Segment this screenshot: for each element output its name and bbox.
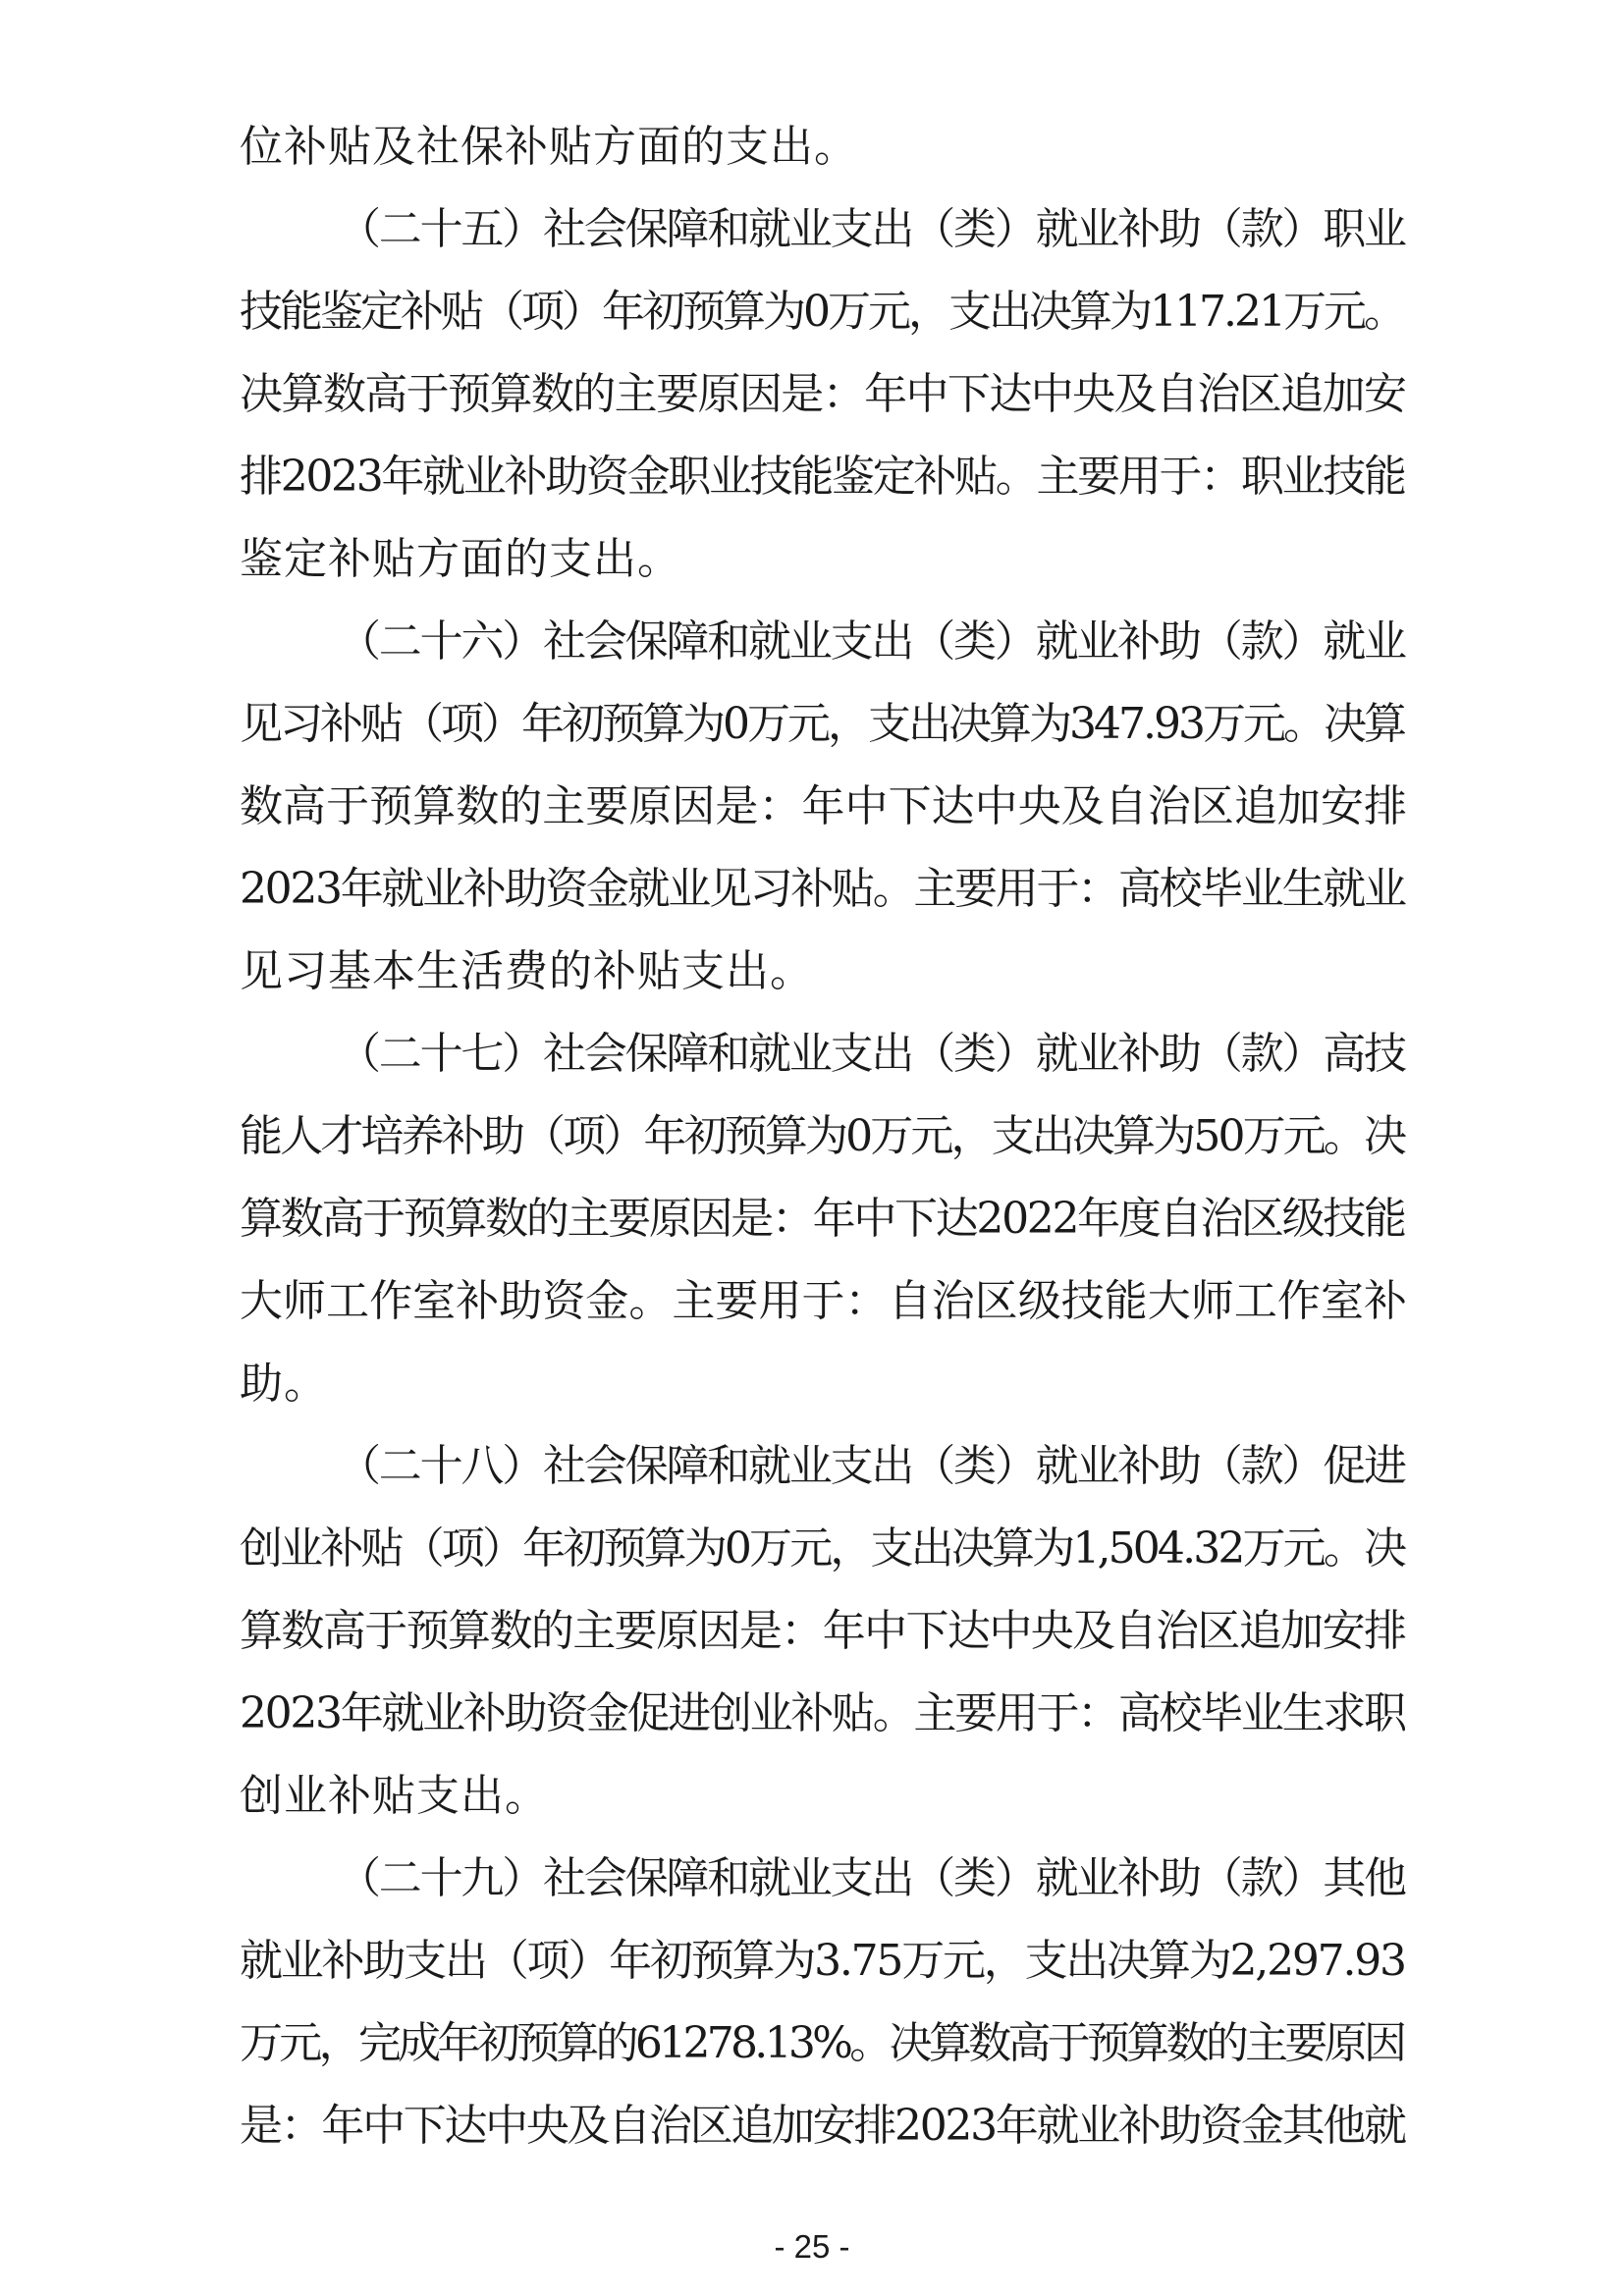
paragraph-first-line: （二十九）社会保障和就业支出（类）就业补助（款）其他 xyxy=(338,1853,1405,1903)
paragraph-line: 是：年中下达中央及自治区追加安排2023年就业补助资金其他就 xyxy=(240,2101,1405,2151)
paragraph-line: 2023年就业补助资金就业见习补贴。主要用于：高校毕业生就业 xyxy=(240,864,1405,914)
paragraph-line: 2023年就业补助资金促进创业补贴。主要用于：高校毕业生求职 xyxy=(240,1688,1405,1738)
paragraph-line: 数高于预算数的主要原因是：年中下达中央及自治区追加安排 xyxy=(240,781,1408,831)
paragraph-line: 见习补贴（项）年初预算为0万元，支出决算为347.93万元。决算 xyxy=(240,699,1404,749)
document-body xyxy=(240,106,1408,2167)
paragraph-line: 技能鉴定补贴（项）年初预算为0万元，支出决算为117.21万元。 xyxy=(240,287,1404,337)
paragraph-line: 位补贴及社保补贴方面的支出。 xyxy=(240,122,858,172)
paragraph-line: 万元，完成年初预算的61278.13%。决算数高于预算数的主要原因 xyxy=(240,2018,1404,2068)
paragraph-line: 创业补贴（项）年初预算为0万元，支出决算为1,504.32万元。决 xyxy=(240,1523,1405,1574)
paragraph-first-line: （二十五）社会保障和就业支出（类）就业补助（款）职业 xyxy=(338,204,1405,254)
paragraph-first-line: （二十六）社会保障和就业支出（类）就业补助（款）就业 xyxy=(338,616,1405,667)
paragraph-line: 鉴定补贴方面的支出。 xyxy=(240,534,681,584)
paragraph-first-line: （二十七）社会保障和就业支出（类）就业补助（款）高技 xyxy=(338,1029,1405,1079)
paragraph-line: 助。 xyxy=(240,1359,328,1409)
paragraph-line: 能人才培养补助（项）年初预算为0万元，支出决算为50万元。决 xyxy=(240,1111,1405,1161)
page-number: - 25 - xyxy=(774,2228,850,2265)
paragraph-line: 排2023年就业补助资金职业技能鉴定补贴。主要用于：职业技能 xyxy=(240,452,1405,502)
paragraph-line: 算数高于预算数的主要原因是：年中下达2022年度自治区级技能 xyxy=(240,1194,1405,1244)
paragraph-first-line: （二十八）社会保障和就业支出（类）就业补助（款）促进 xyxy=(338,1441,1405,1491)
paragraph-line: 大师工作室补助资金。主要用于：自治区级技能大师工作室补 xyxy=(240,1276,1408,1326)
paragraph-line: 见习基本生活费的补贴支出。 xyxy=(240,946,814,996)
paragraph-line: 就业补助支出（项）年初预算为3.75万元，支出决算为2,297.93 xyxy=(240,1936,1405,1986)
paragraph-line: 创业补贴支出。 xyxy=(240,1771,549,1821)
paragraph-line: 决算数高于预算数的主要原因是：年中下达中央及自治区追加安 xyxy=(240,369,1406,419)
paragraph-line: 算数高于预算数的主要原因是：年中下达中央及自治区追加安排 xyxy=(240,1606,1406,1656)
